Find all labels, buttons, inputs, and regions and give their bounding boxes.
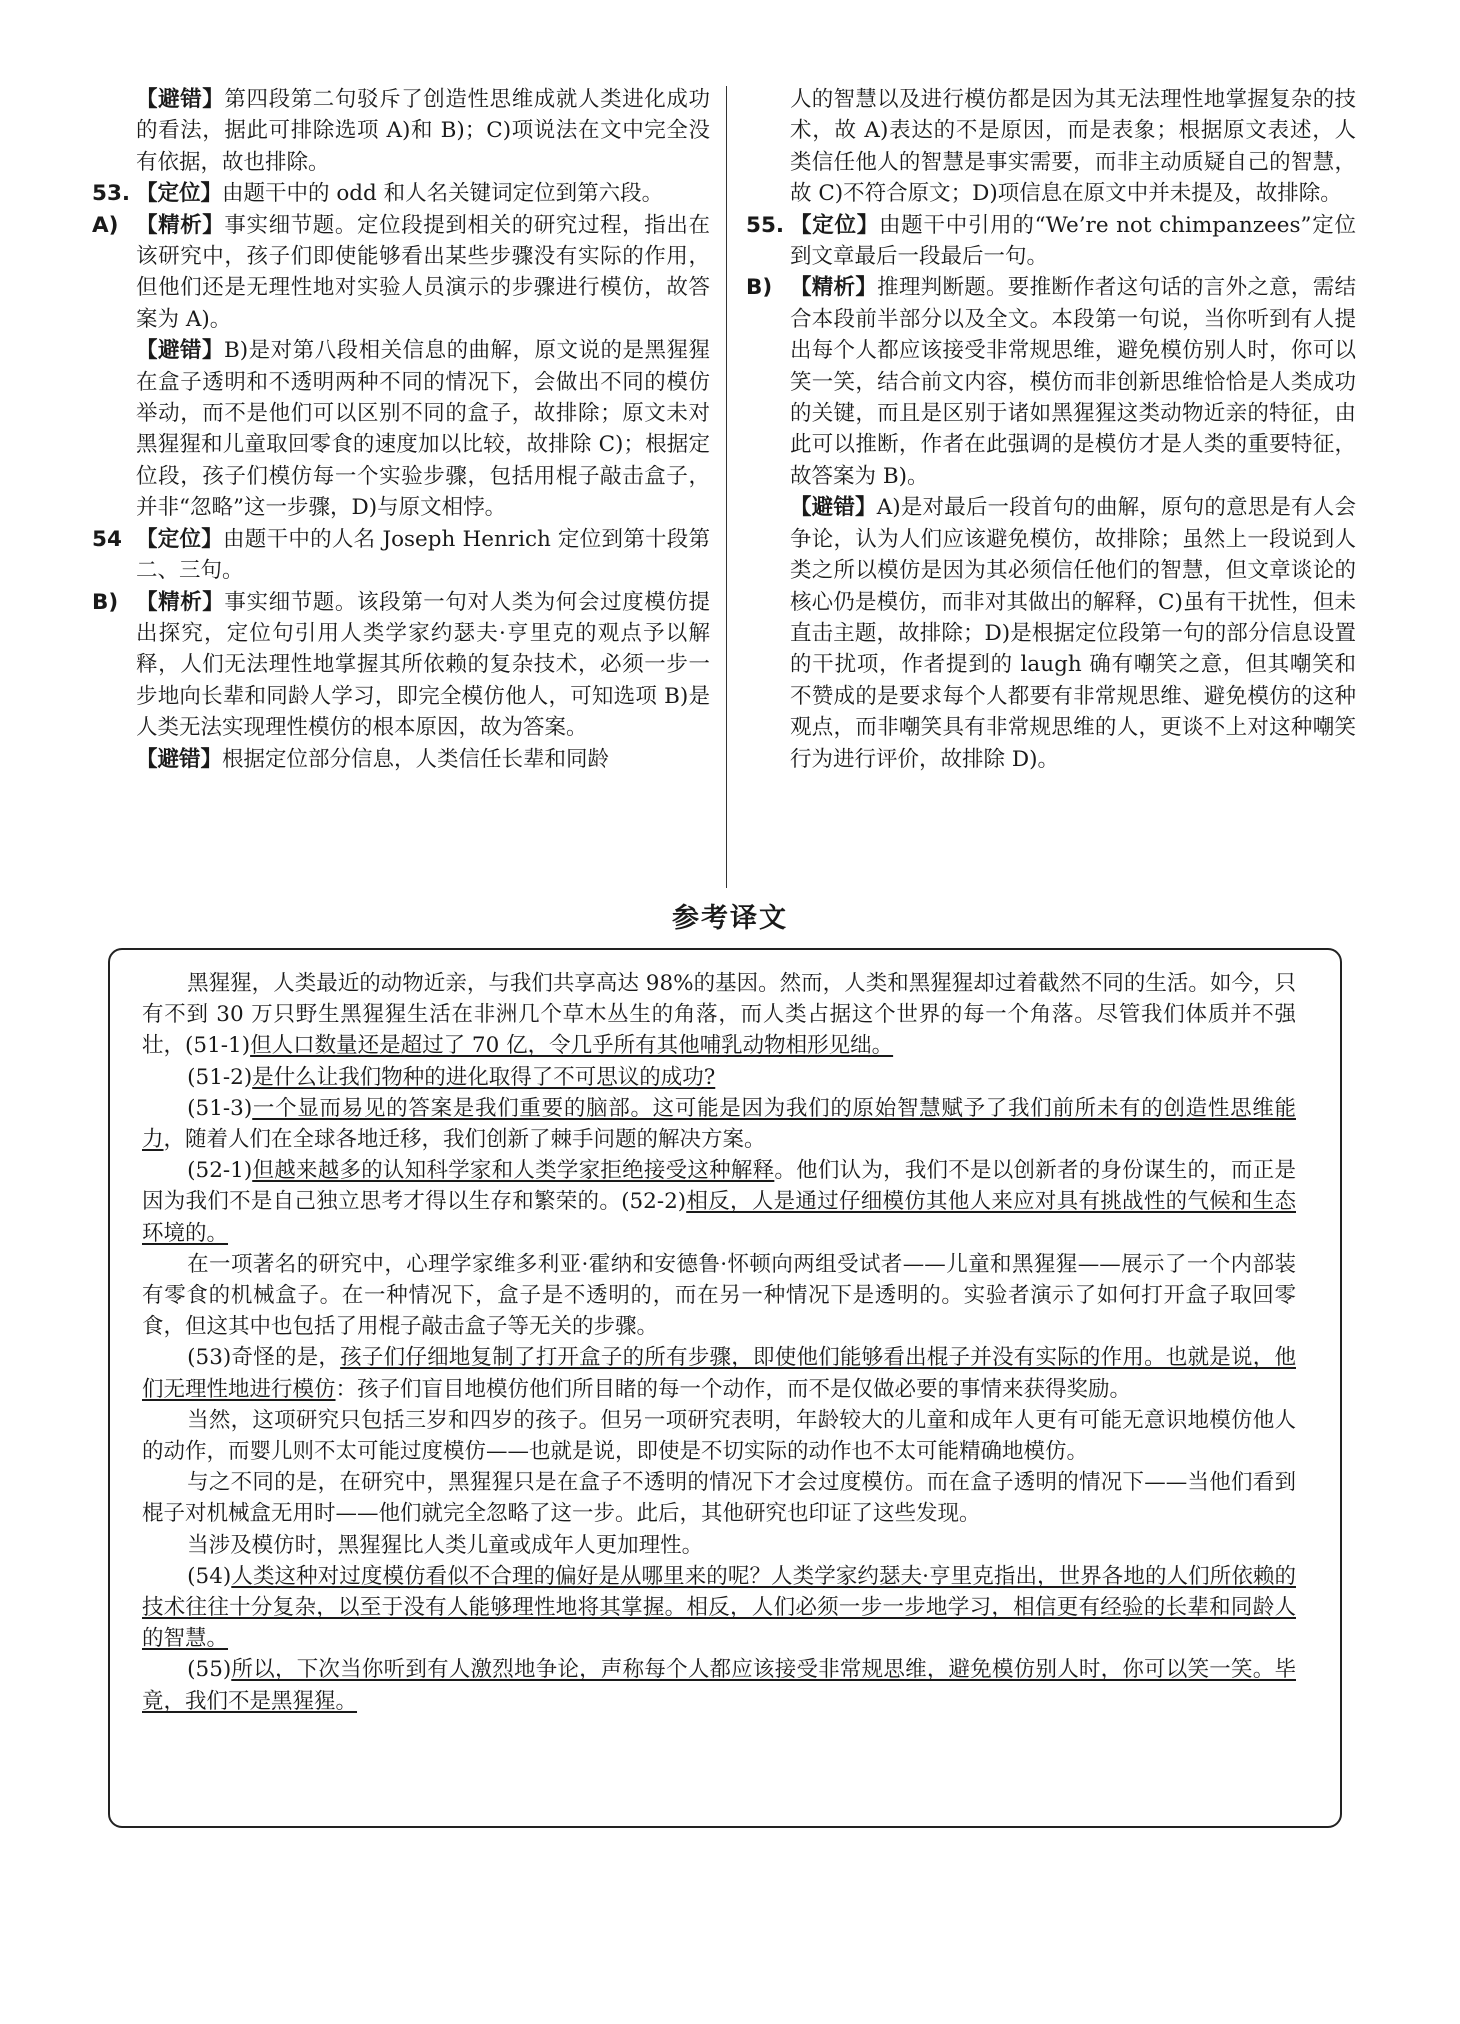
item-text: A)是对最后一段首句的曲解，原句的意思是有人会争论，认为人们应该避免模仿，故排除；虽然上一段说到人类之所以模仿是因为其必须信任他们的智慧，但文章谈论的核心仍是模仿，而非对其做出的解释，C)虽有干扰性，但未直击主题，故排除；D)是根据定位段第一句的部分信息设置的干扰项，作者提到的 laugh 确有嘲笑之意，但其嘲笑和不赞成的是要求每个人都要有非常规思维、避免模仿的这种观点，而非嘲笑具有非常规思维的人，更谈不上对这种嘲笑行为进行评价，故排除 D)。 [790, 495, 1356, 772]
paragraph-text: ：孩子们盲目地模仿他们所目睹的每一个动作，而不是仅做必要的事情来获得奖励。 [335, 1376, 1132, 1402]
item-tag: 【精析】 [136, 589, 225, 615]
explanation-item [92, 744, 710, 775]
explanation-item [92, 178, 710, 209]
item-tag: 【定位】 [136, 181, 223, 207]
explanation-item [746, 210, 1356, 273]
paragraph-text: (51-2) [187, 1064, 253, 1090]
right-column [746, 84, 1356, 775]
underlined-text: 孩子们仔细地复制了打开盒子的所有步骤，即使他们能够看出棍子并没有实际的作用。也就是说，他们无理性地进行模仿 [142, 1345, 1296, 1402]
explanation-item [92, 587, 710, 744]
item-text: 事实细节题。该段第一句对人类为何会过度模仿提出探究，定位句引用人类学家约瑟夫·亨里克的观点予以解释，人们无法理性地掌握其所依赖的复杂技术，必须一步一步地向长辈和同龄人学习，即完全模仿他人，可知选项 B)是人类无法实现理性模仿的根本原因，故为答案。 [136, 589, 710, 741]
item-text: 由题干中的 odd 和人名关键词定位到第六段。 [222, 181, 664, 207]
translation-paragraph [142, 1062, 1296, 1093]
translation-paragraph [142, 1654, 1296, 1716]
item-tag: 【定位】 [790, 212, 879, 238]
translation-paragraph [142, 1249, 1296, 1343]
item-text: 推理判断题。要推断作者这句话的言外之意，需结合本段前半部分以及全文。本段第一句说，当你听到有人提出每个人都应该接受非常规思维，避免模仿别人时，你可以笑一笑，结合前文内容，模仿而非创新思维恰恰是人类成功的关键，而且是区别于诸如黑猩猩这类动物近亲的特征，由此可以推断，作者在此强调的是模仿才是人类的重要特征，故答案为 B)。 [790, 275, 1356, 489]
paragraph-text: 与之不同的是，在研究中，黑猩猩只是在盒子不透明的情况下才会过度模仿。而在盒子透明的情况下——当他们看到棍子对机械盒无用时——他们就完全忽略了这一步。此后，其他研究也印证了这些发现。 [142, 1470, 1296, 1527]
item-tag: 【精析】 [136, 212, 225, 238]
paragraph-text: 黑猩猩，人类最近的动物近亲，与我们共享高达 98%的基因。然而，人类和黑猩猩却过着截然不同的生活。如今，只有不到 30 万只野生黑猩猩生活在非洲几个草木丛生的角落，而人类占据这个世界的每一个角落。尽管我们体质并不强壮，(51-1) [142, 971, 1296, 1059]
paragraph-text: 。他们认为，我们不是以创新者的身份谋生的，而正是因为我们不是自己独立思考才得以生存和繁荣的。(52-2) [142, 1158, 1296, 1215]
explanation-item [746, 492, 1356, 775]
translation-paragraph [142, 1155, 1296, 1249]
item-text: 由题干中引用的“We’re not chimpanzees”定位到文章最后一段最后一句。 [790, 212, 1356, 270]
explanation-item [92, 84, 710, 178]
paragraph-text: (53)奇怪的是， [187, 1345, 341, 1371]
translation-title: 参考译文 [672, 903, 788, 934]
item-tag: 【定位】 [136, 526, 224, 552]
item-marker: B) [746, 275, 773, 301]
item-marker: A) [92, 212, 119, 238]
item-text: 根据定位部分信息，人类信任长辈和同龄 [222, 746, 610, 772]
underlined-text: 但人口数量还是超过了 70 亿，令几乎所有其他哺乳动物相形见绌。 [250, 1033, 894, 1059]
translation-paragraph [142, 968, 1296, 1062]
translation-paragraph [142, 1342, 1296, 1404]
explanation-item [92, 335, 710, 523]
paragraph-text: (52-1) [187, 1158, 253, 1184]
underlined-text: 相反，人是通过仔细模仿其他人来应对具有挑战性的气候和生态环境的。 [142, 1189, 1296, 1246]
underlined-text: 一个显而易见的答案是我们重要的脑部。这可能是因为我们的原始智慧赋予了我们前所未有的创造性思维能力 [142, 1095, 1296, 1153]
explanation-item [92, 524, 710, 587]
explanation-item [92, 210, 710, 336]
item-marker: B) [92, 589, 119, 615]
paragraph-text: 当然，这项研究只包括三岁和四岁的孩子。但另一项研究表明，年龄较大的儿童和成年人更有可能无意识地模仿他人的动作，而婴儿则不太可能过度模仿——也就是说，即使是不切实际的动作也不太可能精确地模仿。 [142, 1407, 1296, 1465]
translation-paragraph [142, 1093, 1296, 1155]
paragraph-text: 在一项著名的研究中，心理学家维多利亚·霍纳和安德鲁·怀顿向两组受试者——儿童和黑猩猩——展示了一个内部装有零食的机械盒子。在一种情况下，盒子是不透明的，而在另一种情况下是透明的。实验者演示了如何打开盒子取回零食，但这其中也包括了用棍子敲击盒子等无关的步骤。 [142, 1251, 1296, 1340]
underlined-text: 所以，下次当你听到有人激烈地争论，声称每个人都应该接受非常规思维，避免模仿别人时，你可以笑一笑。毕竟，我们不是黑猩猩。 [142, 1657, 1296, 1714]
item-text: 第四段第二句驳斥了创造性思维成就人类进化成功的看法，据此可排除选项 A)和 B)；C)项说法在文中完全没有依据，故也排除。 [136, 87, 710, 175]
item-text: 事实细节题。定位段提到相关的研究过程，指出在该研究中，孩子们即使能够看出某些步骤没有实际的作用，但他们还是无理性地对实验人员演示的步骤进行模仿，故答案为 A)。 [136, 212, 710, 332]
item-tag: 【精析】 [790, 275, 878, 301]
item-tag: 【避错】 [136, 746, 223, 772]
translation-paragraph [142, 1405, 1296, 1467]
explanation-item [746, 272, 1356, 492]
item-text: 由题干中的人名 Joseph Henrich 定位到第十段第二、三句。 [136, 526, 710, 584]
paragraph-text: (55) [187, 1657, 232, 1683]
paragraph-text: (54) [187, 1563, 232, 1589]
item-tag: 【避错】 [136, 338, 224, 364]
item-tag: 【避错】 [790, 495, 877, 521]
translation-paragraph [142, 1561, 1296, 1655]
column-divider [726, 86, 727, 888]
item-text: 人的智慧以及进行模仿都是因为其无法理性地掌握复杂的技术，故 A)表达的不是原因，而是表象；根据原文表述，人类信任他人的智慧是事实需要，而非主动质疑自己的智慧，故 C)不符合原文；D)项信息在原文中并未提及，故排除。 [790, 87, 1356, 207]
underlined-text: 人类这种对过度模仿看似不合理的偏好是从哪里来的呢？人类学家约瑟夫·亨里克指出，世界各地的人们所依赖的技术往往十分复杂，以至于没有人能够理性地将其掌握。相反，人们必须一步一步地学习，相信更有经验的长辈和同龄人的智慧。 [142, 1563, 1296, 1652]
item-tag: 【避错】 [136, 87, 225, 112]
translation-paragraph [142, 1530, 1296, 1561]
item-marker: 55. [746, 212, 785, 238]
translation-box [108, 948, 1342, 1828]
left-column [92, 84, 710, 775]
item-marker: 54 [92, 526, 122, 552]
translation-paragraph [142, 1467, 1296, 1529]
explanation-item [746, 84, 1356, 210]
paragraph-text: (51-3) [187, 1095, 253, 1121]
underlined-text: 但越来越多的认知科学家和人类学家拒绝接受这种解释 [252, 1158, 775, 1184]
item-text: B)是对第八段相关信息的曲解，原文说的是黑猩猩在盒子透明和不透明两种不同的情况下，会做出不同的模仿举动，而不是他们可以区别不同的盒子，故排除；原文未对黑猩猩和儿童取回零食的速度加以比较，故排除 C)；根据定位段，孩子们模仿每一个实验步骤，包括用棍子敲击盒子，并非“忽略”这一步骤，D)与原文相悖。 [136, 338, 710, 521]
paragraph-text: ，随着人们在全球各地迁移，我们创新了棘手问题的解决方案。 [163, 1127, 766, 1153]
paragraph-text: 当涉及模仿时，黑猩猩比人类儿童或成年人更加理性。 [187, 1532, 704, 1558]
item-marker: 53. [92, 181, 131, 207]
underlined-text: 是什么让我们物种的进化取得了不可思议的成功? [252, 1064, 716, 1090]
